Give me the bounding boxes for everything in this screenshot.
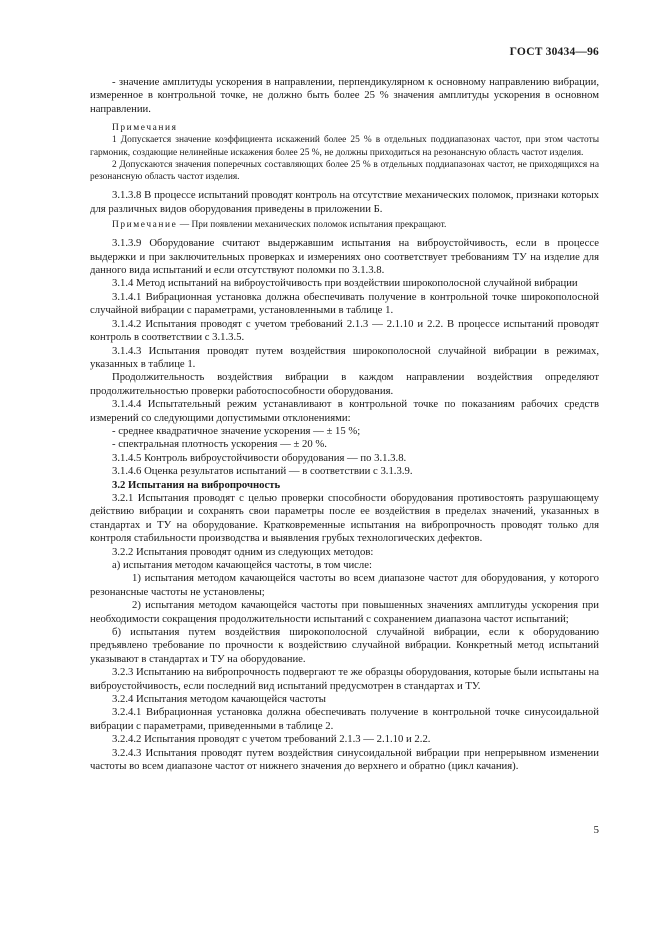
paragraph: 3.2.4 Испытания методом качающейся частоты [112, 693, 326, 706]
paragraph: 2 Допускаются значения поперечных составляющих более 25 % в отдельных поддиапазонах частот, не приходящихся на резонансную область частот изделия. [90, 159, 599, 183]
notes-heading: Примечания [112, 123, 178, 134]
paragraph: 3.1.4.1 Вибрационная установка должна обеспечивать получение в контрольной точке широкополосной случайной вибрации с параметрами, установленными в таблице 1. [90, 290, 599, 317]
paragraph: 3.1.4 Метод испытаний на виброустойчивость при воздействии широкополосной случайной вибрации [112, 277, 578, 290]
page-number: 5 [593, 824, 599, 836]
paragraph: 1) испытания методом качающейся частоты во всем диапазоне частот для оборудования, у которого резонансные частоты не установлены; [90, 572, 599, 598]
standard-number-header: ГОСТ 30434—96 [509, 46, 599, 58]
paragraph: 3.1.4.2 Испытания проводят с учетом требований 2.1.3 — 2.1.10 и 2.2. В процессе испытаний проводят контроль в соответствии с 3.1.3.5. [90, 317, 599, 344]
paragraph: б) испытания путем воздействия широкополосной случайной вибрации, если к оборудованию предъявлено требование по прочности к воздействию случайной вибрации. Конкретный метод испытаний указывают в стандартах и ТУ на оборудование. [90, 626, 599, 665]
paragraph: 3.1.4.4 Испытательный режим устанавливают в контрольной точке по показаниям рабочих средств измерений со следующими допустимыми отклонениями: [90, 398, 599, 424]
paragraph: Примечание — При появлении механических поломок испытания прекращают. [112, 220, 447, 231]
paragraph: - спектральная плотность ускорения — ± 20 %. [112, 438, 327, 451]
paragraph: 3.2.3 Испытанию на вибропрочность подвергают те же образцы оборудования, которые были испытаны на виброустойчивость, если последний вид испытаний предусмотрен в стандартах и ТУ. [90, 666, 599, 692]
paragraph: - значение амплитуды ускорения в направлении, перпендикулярном к основному направлению вибрации, измеренное в контрольной точке, не должно быть более 25 % значения амплитуды ускорения в основном направлении. [90, 76, 599, 115]
paragraph: 3.2.2 Испытания проводят одним из следующих методов: [112, 545, 374, 558]
paragraph: 3.2.1 Испытания проводят с целью проверки способности оборудования противостоять разрушающему действию вибрации и сохранять свои параметры после ее воздействия в пределах значений, указанных в стандартах и ТУ на оборудование. Кратковременные испытания на вибропрочность проводят только для контроля стабильности производства и выявления грубых технологических дефектов. [90, 491, 599, 545]
paragraph: 3.1.4.6 Оценка результатов испытаний — в соответствии с 3.1.3.9. [112, 465, 413, 478]
paragraph: 1 Допускается значение коэффициента искажений более 25 % в отдельных поддиапазонах частот, при этом частоты гармоник, создающие нелинейные искажения более 25 %, не должны приходиться на резонансную область частот изделия. [90, 135, 599, 158]
document-body [90, 76, 599, 774]
paragraph: 3.2.4.1 Вибрационная установка должна обеспечивать получение в контрольной точке синусоидальной вибрации с параметрами, приведенными в таблице 2. [90, 706, 599, 732]
paragraph: 3.1.3.8 В процессе испытаний проводят контроль на отсутствие механических поломок, признаки которых для различных видов оборудования приведены в приложении Б. [90, 189, 599, 215]
paragraph: Продолжительность воздействия вибрации в каждом направлении воздействия определяют продолжительностью проверки работоспособности оборудования. [90, 371, 599, 397]
paragraph: 3.2.4.3 Испытания проводят путем воздействия синусоидальной вибрации при непрерывном изменении частоты во всем диапазоне частот от нижнего значения до верхнего и обратно (цикл качания). [90, 746, 599, 773]
paragraph: 3.1.3.9 Оборудование считают выдержавшим испытания на виброустойчивость, если в процессе выдержки и при заключительных проверках и измерениях оно соответствует требованиям ТУ на изделие для данного вида испытаний и если отсутствуют поломки по 3.1.3.8. [90, 237, 599, 277]
paragraph: - среднее квадратичное значение ускорения — ± 15 %; [112, 424, 361, 437]
paragraph: 3.1.4.5 Контроль виброустойчивости оборудования — по 3.1.3.8. [112, 451, 407, 464]
paragraph: 3.1.4.3 Испытания проводят путем воздействия широкополосной случайной вибрации в режимах, указанных в таблице 1. [90, 344, 599, 370]
paragraph: 2) испытания методом качающейся частоты при повышенных значениях амплитуды ускорения при необходимости сокращения продолжительности испытаний с сохранением диапазона частот испытаний; [90, 599, 599, 625]
paragraph: а) испытания методом качающейся частоты, в том числе: [112, 559, 372, 571]
section-heading: 3.2 Испытания на вибропрочность [112, 478, 281, 491]
paragraph: 3.2.4.2 Испытания проводят с учетом требований 2.1.3 — 2.1.10 и 2.2. [112, 733, 431, 746]
